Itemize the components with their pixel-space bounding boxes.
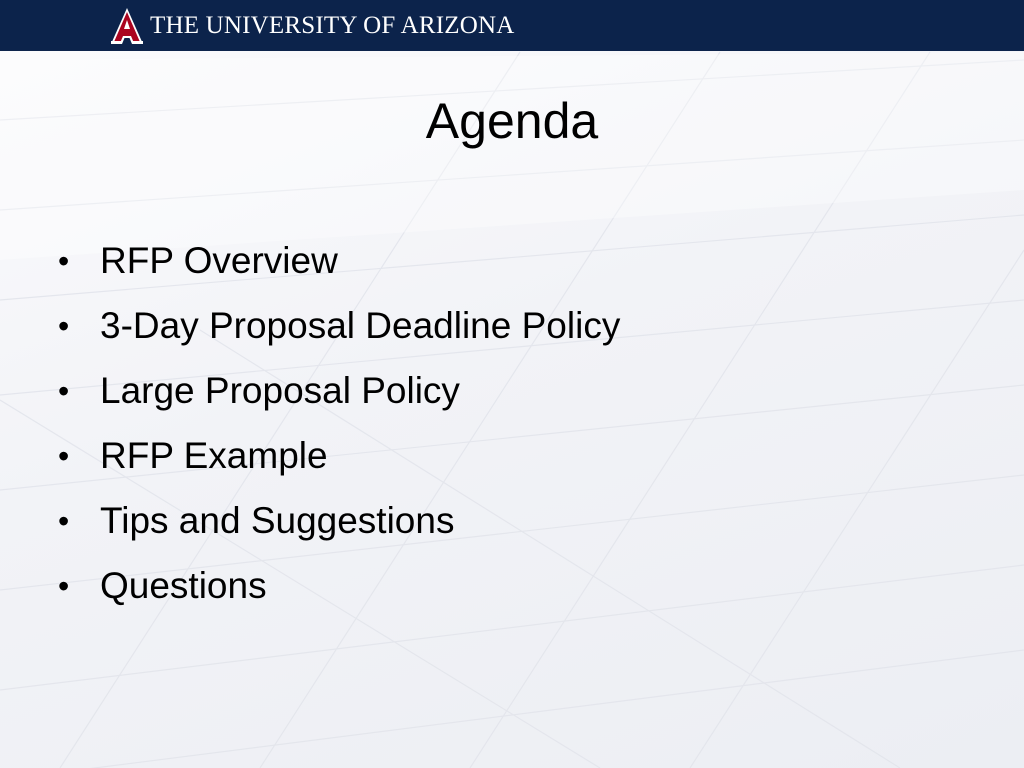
agenda-item-label: Large Proposal Policy	[100, 369, 460, 411]
agenda-item-label: RFP Example	[100, 434, 328, 476]
agenda-item-label: 3-Day Proposal Deadline Policy	[100, 304, 621, 346]
university-banner	[0, 0, 1024, 51]
bullet-icon: •	[58, 567, 70, 604]
agenda-item-rfp-example	[58, 423, 620, 488]
slide-title: Agenda	[425, 93, 599, 149]
agenda-item-questions	[58, 553, 620, 618]
agenda-item-large-proposal-policy	[58, 358, 620, 423]
agenda-item-label: Questions	[100, 564, 267, 606]
agenda-list	[58, 228, 620, 618]
agenda-item-label: RFP Overview	[100, 239, 338, 281]
agenda-item-label: Tips and Suggestions	[100, 499, 455, 541]
bullet-icon: •	[58, 307, 70, 344]
agenda-item-rfp-overview	[58, 228, 620, 293]
bullet-icon: •	[58, 437, 70, 474]
university-wordmark: THE UNIVERSITY OF ARIZONA	[150, 12, 515, 39]
bullet-icon: •	[58, 242, 70, 279]
block-a-logo-icon	[110, 7, 144, 45]
agenda-item-tips	[58, 488, 620, 553]
bullet-icon: •	[58, 502, 70, 539]
bullet-icon: •	[58, 372, 70, 409]
agenda-item-deadline-policy	[58, 293, 620, 358]
